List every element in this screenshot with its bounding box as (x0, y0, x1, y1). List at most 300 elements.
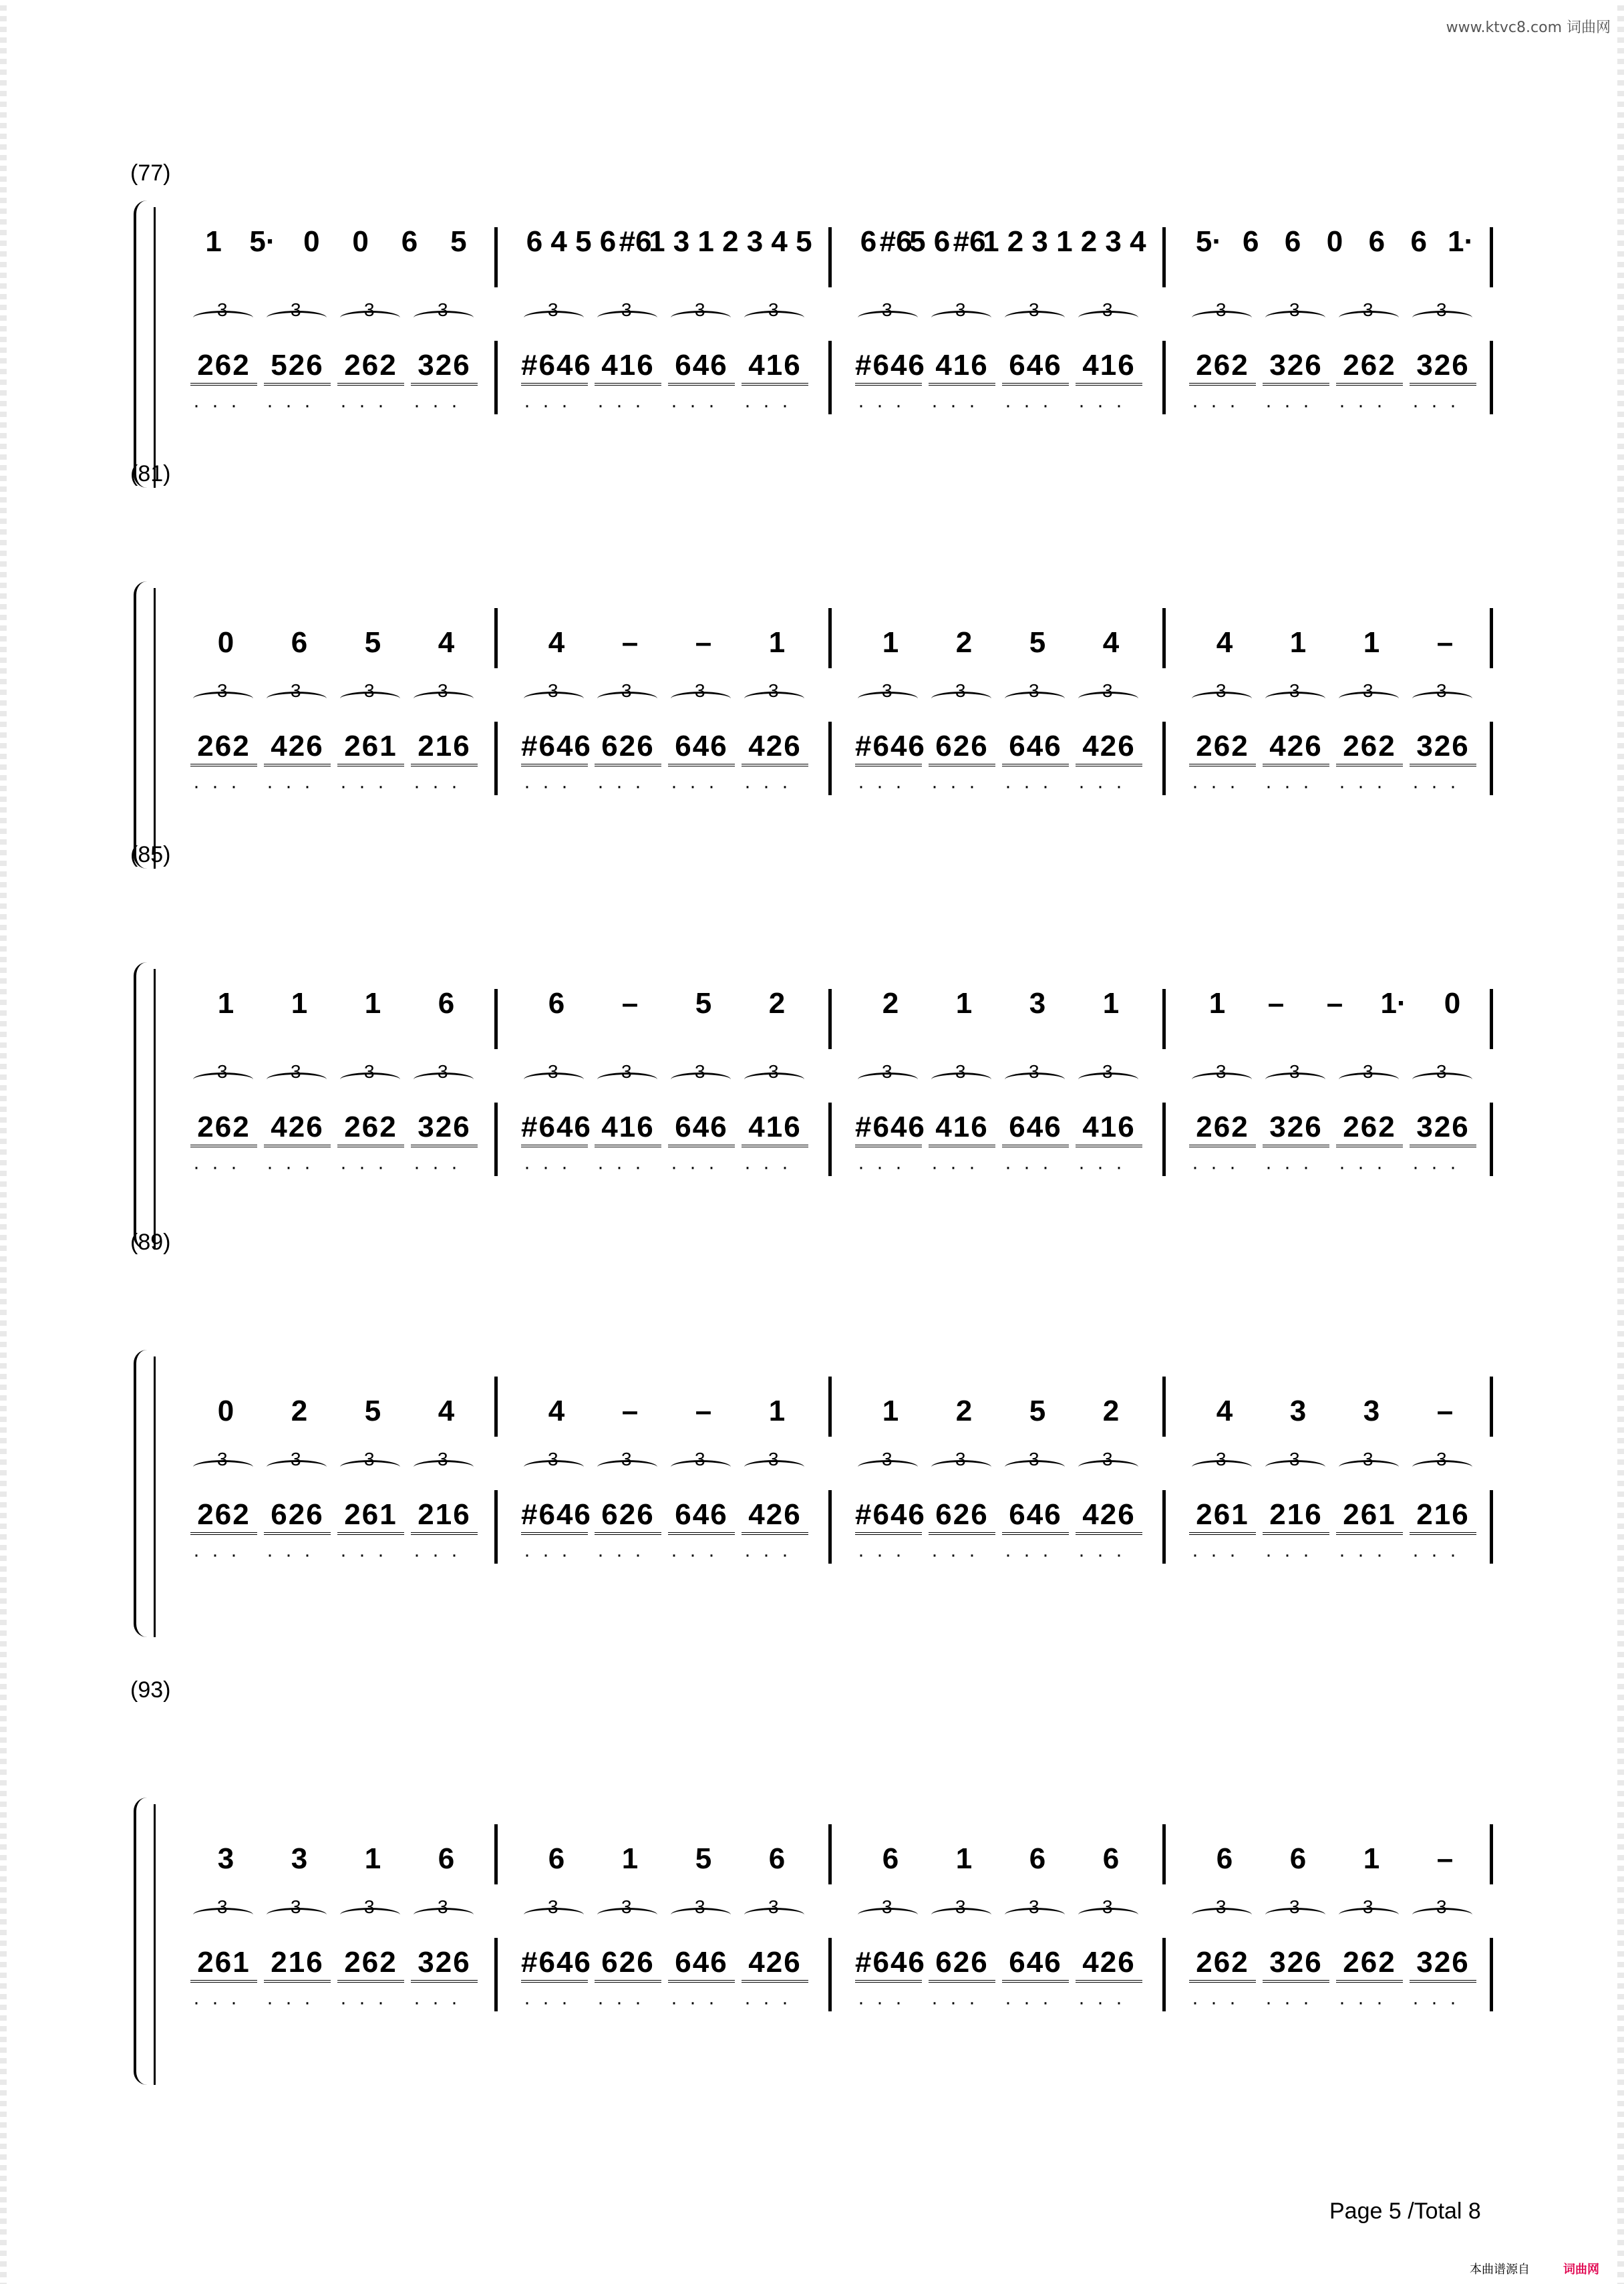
triplet-number: 3 (364, 680, 375, 701)
triplet-number: 3 (1289, 680, 1300, 701)
triplet-group: 326 (1410, 1113, 1476, 1147)
triplet-number: 3 (695, 680, 705, 701)
barline-lower (494, 341, 498, 414)
system-brace (134, 581, 151, 869)
triplet-group: 646 (1002, 1948, 1069, 1983)
note-upper: 6 (768, 1842, 786, 1875)
octave-dots: ··· (414, 1991, 470, 2013)
triplet-group: 626 (264, 1500, 331, 1535)
triplet-number: 3 (217, 1061, 228, 1082)
note-upper: 1 (205, 225, 222, 258)
triplet-number: 3 (882, 299, 892, 320)
triplet-number: 3 (438, 1449, 448, 1469)
octave-dots: ··· (193, 1156, 249, 1178)
triplet-number: 3 (1289, 1449, 1300, 1469)
start-barline (154, 1804, 156, 2085)
note-upper: 1 (882, 1395, 899, 1427)
note-upper: 6 (1284, 225, 1301, 258)
octave-dots: ··· (1265, 1544, 1321, 1566)
octave-dots: ··· (671, 1156, 727, 1178)
note-upper: 1 (955, 1842, 973, 1875)
note-upper: 1 (882, 626, 899, 659)
barline-lower (1162, 1103, 1166, 1176)
barline-upper (828, 1377, 832, 1437)
note-upper: 1 (364, 1842, 381, 1875)
note-upper: 0 (1444, 987, 1461, 1020)
octave-dots: ··· (267, 1156, 323, 1178)
octave-dots: ··· (524, 775, 580, 797)
note-upper: 4 (1102, 626, 1120, 659)
octave-dots: ··· (1412, 1156, 1468, 1178)
octave-dots: ··· (1412, 1544, 1468, 1566)
triplet-group: 426 (1076, 732, 1142, 766)
note-upper: 2 (291, 1395, 308, 1427)
note-upper: 2 (882, 987, 899, 1020)
note-upper: 6 (599, 225, 617, 258)
triplet-group: 646 (668, 1113, 735, 1147)
measure-number: (77) (130, 160, 171, 186)
octave-dots: ··· (1078, 394, 1134, 416)
octave-dots: ··· (1005, 1991, 1061, 2013)
measure-number: (93) (130, 1677, 171, 1703)
triplet-number: 3 (621, 1449, 632, 1469)
note-upper: 5 (364, 1395, 381, 1427)
octave-dots: ··· (744, 1156, 800, 1178)
triplet-group: 416 (595, 351, 661, 386)
triplet-group: 626 (929, 1948, 995, 1983)
triplet-group: 216 (1410, 1500, 1476, 1535)
octave-dots: ··· (1412, 394, 1468, 416)
triplet-number: 3 (217, 1896, 228, 1917)
start-barline (154, 207, 156, 488)
triplet-number: 3 (291, 299, 301, 320)
triplet-group: 416 (1076, 351, 1142, 386)
octave-dots: ··· (524, 1156, 580, 1178)
octave-dots: ··· (931, 1544, 987, 1566)
note-upper: 1 (1363, 626, 1380, 659)
note-upper: 0 (217, 626, 234, 659)
triplet-number: 3 (1289, 299, 1300, 320)
note-upper: 6 (438, 987, 455, 1020)
triplet-number: 3 (438, 1061, 448, 1082)
note-upper: 3 (1029, 987, 1046, 1020)
triplet-number: 3 (1363, 299, 1373, 320)
triplet-number: 3 (1102, 1449, 1113, 1469)
octave-dots: ··· (414, 394, 470, 416)
triplet-group: 326 (1410, 1948, 1476, 1983)
note-upper: 6 (882, 1842, 899, 1875)
triplet-number: 3 (955, 299, 966, 320)
note-upper: 6 (860, 225, 877, 258)
note-upper: 1 (1056, 225, 1073, 258)
triplet-number: 3 (1102, 299, 1113, 320)
barline-upper (494, 1377, 498, 1437)
triplet-number: 3 (217, 299, 228, 320)
note-upper: 2 (955, 626, 973, 659)
triplet-group: 326 (1263, 1113, 1329, 1147)
triplet-group: 416 (929, 1113, 995, 1147)
note-upper: 5· (249, 225, 276, 258)
note-upper: – (1267, 987, 1285, 1020)
note-upper: 1· (1380, 987, 1407, 1020)
triplet-group: 416 (742, 1113, 808, 1147)
octave-dots: ··· (1339, 1991, 1395, 2013)
triplet-number: 3 (621, 1061, 632, 1082)
note-upper: #6 (879, 225, 913, 258)
octave-dots: ··· (1192, 775, 1248, 797)
triplet-group: #646 (521, 1948, 588, 1983)
note-upper: 6 (548, 987, 565, 1020)
site-watermark: www.ktvc8.com 词曲网 (1446, 19, 1611, 36)
triplet-group: 216 (411, 1500, 478, 1535)
triplet-group: 326 (1263, 1948, 1329, 1983)
start-barline (154, 1357, 156, 1637)
triplet-number: 3 (695, 1061, 705, 1082)
triplet-group: #646 (521, 1500, 588, 1535)
note-upper: – (1436, 1842, 1454, 1875)
note-upper: 2 (1080, 225, 1098, 258)
octave-dots: ··· (1005, 394, 1061, 416)
note-upper: 2 (1007, 225, 1024, 258)
note-upper: 3 (1105, 225, 1122, 258)
triplet-number: 3 (882, 680, 892, 701)
triplet-group: 626 (595, 1500, 661, 1535)
note-upper: 5 (364, 626, 381, 659)
triplet-number: 3 (1289, 1896, 1300, 1917)
octave-dots: ··· (671, 775, 727, 797)
octave-dots: ··· (340, 775, 396, 797)
triplet-number: 3 (882, 1896, 892, 1917)
barline-upper (1490, 608, 1493, 668)
octave-dots: ··· (1265, 1991, 1321, 2013)
octave-dots: ··· (1192, 1156, 1248, 1178)
triplet-group: 261 (337, 1500, 404, 1535)
triplet-group: 626 (929, 1500, 995, 1535)
triplet-group: 326 (1410, 351, 1476, 386)
octave-dots: ··· (1005, 1156, 1061, 1178)
note-upper: 5 (1029, 1395, 1046, 1427)
triplet-number: 3 (548, 1061, 558, 1082)
octave-dots: ··· (267, 1991, 323, 2013)
triplet-number: 3 (291, 1896, 301, 1917)
octave-dots: ··· (597, 1991, 653, 2013)
triplet-number: 3 (768, 1061, 779, 1082)
octave-dots: ··· (744, 394, 800, 416)
start-barline (154, 969, 156, 1250)
triplet-group: 646 (668, 1948, 735, 1983)
octave-dots: ··· (340, 1544, 396, 1566)
triplet-group: 426 (264, 732, 331, 766)
octave-dots: ··· (1005, 775, 1061, 797)
octave-dots: ··· (1265, 775, 1321, 797)
triplet-group: #646 (521, 1113, 588, 1147)
site-stamp: 词曲网 (1563, 2263, 1599, 2276)
system-brace (134, 1350, 151, 1637)
note-upper: 5 (695, 987, 712, 1020)
triplet-number: 3 (768, 1896, 779, 1917)
note-upper: 4 (438, 626, 455, 659)
octave-dots: ··· (414, 775, 470, 797)
barline-lower (1490, 1103, 1493, 1176)
triplet-group: 426 (1076, 1948, 1142, 1983)
octave-dots: ··· (340, 1156, 396, 1178)
triplet-group: 262 (190, 1113, 257, 1147)
triplet-group: 262 (1336, 1113, 1403, 1147)
triplet-number: 3 (364, 1449, 375, 1469)
triplet-number: 3 (1102, 680, 1113, 701)
note-upper: 6 (438, 1842, 455, 1875)
triplet-number: 3 (438, 299, 448, 320)
barline-upper (828, 989, 832, 1049)
barline-upper (1490, 1824, 1493, 1884)
octave-dots: ··· (1265, 1156, 1321, 1178)
note-upper: 3 (1031, 225, 1048, 258)
triplet-group: 426 (742, 1948, 808, 1983)
triplet-group: 262 (1336, 1948, 1403, 1983)
note-upper: 1 (364, 987, 381, 1020)
triplet-group: 261 (190, 1948, 257, 1983)
octave-dots: ··· (931, 775, 987, 797)
barline-upper (1162, 227, 1166, 287)
barline-lower (494, 722, 498, 795)
octave-dots: ··· (597, 1544, 653, 1566)
triplet-group: #646 (855, 1948, 922, 1983)
barline-upper (494, 989, 498, 1049)
barline-lower (494, 1938, 498, 2011)
octave-dots: ··· (858, 1544, 914, 1566)
triplet-number: 3 (621, 299, 632, 320)
octave-dots: ··· (524, 1544, 580, 1566)
note-upper: #6 (619, 225, 652, 258)
triplet-number: 3 (768, 1449, 779, 1469)
note-upper: 6 (401, 225, 418, 258)
triplet-number: 3 (548, 1449, 558, 1469)
page-edge-left (0, 0, 7, 2284)
octave-dots: ··· (1339, 1544, 1395, 1566)
triplet-group: 416 (742, 351, 808, 386)
note-upper: 6 (291, 626, 308, 659)
barline-lower (1490, 1490, 1493, 1564)
system-brace (134, 1798, 151, 2085)
triplet-group: 262 (1189, 1948, 1256, 1983)
triplet-number: 3 (1216, 299, 1227, 320)
octave-dots: ··· (267, 775, 323, 797)
triplet-group: 262 (337, 1948, 404, 1983)
octave-dots: ··· (931, 394, 987, 416)
barline-upper (828, 1824, 832, 1884)
triplet-group: 416 (929, 351, 995, 386)
note-upper: – (695, 626, 712, 659)
octave-dots: ··· (1078, 1991, 1134, 2013)
triplet-number: 3 (1436, 1449, 1447, 1469)
triplet-group: 262 (1189, 1113, 1256, 1147)
triplet-group: 646 (1002, 1113, 1069, 1147)
note-upper: 6 (548, 1842, 565, 1875)
octave-dots: ··· (931, 1991, 987, 2013)
barline-upper (828, 227, 832, 287)
note-upper: 2 (722, 225, 739, 258)
octave-dots: ··· (744, 1544, 800, 1566)
octave-dots: ··· (414, 1156, 470, 1178)
triplet-number: 3 (1216, 1896, 1227, 1917)
triplet-number: 3 (621, 1896, 632, 1917)
note-upper: 6 (1243, 225, 1259, 258)
octave-dots: ··· (1192, 1544, 1248, 1566)
triplet-group: 216 (411, 732, 478, 766)
triplet-number: 3 (1029, 1061, 1039, 1082)
note-upper: 6 (1410, 225, 1427, 258)
note-upper: 3 (673, 225, 690, 258)
triplet-number: 3 (548, 680, 558, 701)
barline-lower (828, 1490, 832, 1564)
octave-dots: ··· (340, 394, 396, 416)
barline-upper (1162, 608, 1166, 668)
octave-dots: ··· (1339, 394, 1395, 416)
note-upper: – (1436, 626, 1454, 659)
triplet-group: #646 (855, 732, 922, 766)
barline-upper (1490, 1377, 1493, 1437)
octave-dots: ··· (1192, 1991, 1248, 2013)
barline-upper (494, 608, 498, 668)
triplet-group: 426 (1076, 1500, 1142, 1535)
note-upper: 1 (1208, 987, 1226, 1020)
barline-lower (828, 341, 832, 414)
octave-dots: ··· (1005, 1544, 1061, 1566)
system-brace (134, 200, 151, 488)
octave-dots: ··· (1078, 775, 1134, 797)
triplet-number: 3 (1216, 680, 1227, 701)
note-upper: 1 (621, 1842, 639, 1875)
note-upper: 4 (550, 225, 567, 258)
triplet-number: 3 (364, 1061, 375, 1082)
octave-dots: ··· (671, 1544, 727, 1566)
note-upper: 1· (1448, 225, 1474, 258)
note-upper: 6 (1029, 1842, 1046, 1875)
barline-upper (494, 227, 498, 287)
triplet-number: 3 (1216, 1449, 1227, 1469)
start-barline (154, 588, 156, 869)
note-upper: 5 (796, 225, 812, 258)
barline-lower (494, 1490, 498, 1564)
note-upper: 1 (1363, 1842, 1380, 1875)
triplet-group: 646 (1002, 1500, 1069, 1535)
octave-dots: ··· (524, 1991, 580, 2013)
triplet-group: 261 (337, 732, 404, 766)
triplet-number: 3 (1102, 1896, 1113, 1917)
octave-dots: ··· (858, 1156, 914, 1178)
triplet-number: 3 (548, 299, 558, 320)
triplet-group: #646 (855, 1113, 922, 1147)
note-upper: 3 (1363, 1395, 1380, 1427)
barline-upper (1490, 989, 1493, 1049)
octave-dots: ··· (1412, 1991, 1468, 2013)
note-upper: 5 (909, 225, 926, 258)
triplet-number: 3 (695, 1449, 705, 1469)
triplet-number: 3 (1363, 680, 1373, 701)
triplet-number: 3 (217, 1449, 228, 1469)
note-upper: 4 (1216, 626, 1233, 659)
barline-lower (828, 722, 832, 795)
note-upper: 6 (1289, 1842, 1307, 1875)
note-upper: 5 (575, 225, 592, 258)
note-upper: 4 (771, 225, 788, 258)
barline-lower (1162, 1490, 1166, 1564)
note-upper: – (1436, 1395, 1454, 1427)
note-upper: 0 (352, 225, 369, 258)
triplet-number: 3 (1029, 680, 1039, 701)
triplet-number: 3 (1363, 1896, 1373, 1917)
note-upper: 6 (933, 225, 951, 258)
octave-dots: ··· (1412, 775, 1468, 797)
barline-upper (494, 1824, 498, 1884)
barline-upper (1162, 989, 1166, 1049)
note-upper: 1 (768, 626, 786, 659)
triplet-group: 262 (190, 351, 257, 386)
note-upper: 2 (1102, 1395, 1120, 1427)
barline-lower (1490, 722, 1493, 795)
note-upper: – (621, 987, 639, 1020)
triplet-group: 646 (668, 1500, 735, 1535)
note-upper: 2 (768, 987, 786, 1020)
barline-lower (828, 1938, 832, 2011)
octave-dots: ··· (193, 775, 249, 797)
barline-upper (1162, 1377, 1166, 1437)
triplet-group: 646 (668, 351, 735, 386)
triplet-group: 326 (411, 1948, 478, 1983)
octave-dots: ··· (1078, 1156, 1134, 1178)
note-upper: 4 (1130, 225, 1146, 258)
barline-lower (1162, 1938, 1166, 2011)
page-number: Page 5 /Total 8 (1329, 2198, 1481, 2224)
triplet-group: 426 (264, 1113, 331, 1147)
octave-dots: ··· (597, 775, 653, 797)
system-brace (134, 962, 151, 1250)
triplet-number: 3 (1436, 1061, 1447, 1082)
triplet-number: 3 (1363, 1061, 1373, 1082)
barline-lower (494, 1103, 498, 1176)
note-upper: 1 (697, 225, 714, 258)
note-upper: – (621, 1395, 639, 1427)
octave-dots: ··· (744, 1991, 800, 2013)
triplet-number: 3 (955, 1896, 966, 1917)
octave-dots: ··· (340, 1991, 396, 2013)
triplet-group: 326 (1263, 351, 1329, 386)
triplet-group: 626 (595, 732, 661, 766)
octave-dots: ··· (414, 1544, 470, 1566)
octave-dots: ··· (524, 394, 580, 416)
note-upper: 6 (1216, 1842, 1233, 1875)
note-upper: 0 (1326, 225, 1343, 258)
octave-dots: ··· (1339, 1156, 1395, 1178)
octave-dots: ··· (193, 1991, 249, 2013)
note-upper: 5· (1195, 225, 1222, 258)
triplet-group: 326 (411, 1113, 478, 1147)
triplet-group: 626 (929, 732, 995, 766)
triplet-group: 326 (1410, 732, 1476, 766)
triplet-group: 262 (1336, 351, 1403, 386)
triplet-group: 262 (1336, 732, 1403, 766)
triplet-number: 3 (695, 299, 705, 320)
octave-dots: ··· (744, 775, 800, 797)
triplet-number: 3 (1363, 1449, 1373, 1469)
octave-dots: ··· (671, 394, 727, 416)
triplet-number: 3 (1289, 1061, 1300, 1082)
note-upper: 6 (1102, 1842, 1120, 1875)
octave-dots: ··· (1192, 394, 1248, 416)
octave-dots: ··· (858, 775, 914, 797)
triplet-number: 3 (768, 299, 779, 320)
triplet-number: 3 (291, 1449, 301, 1469)
